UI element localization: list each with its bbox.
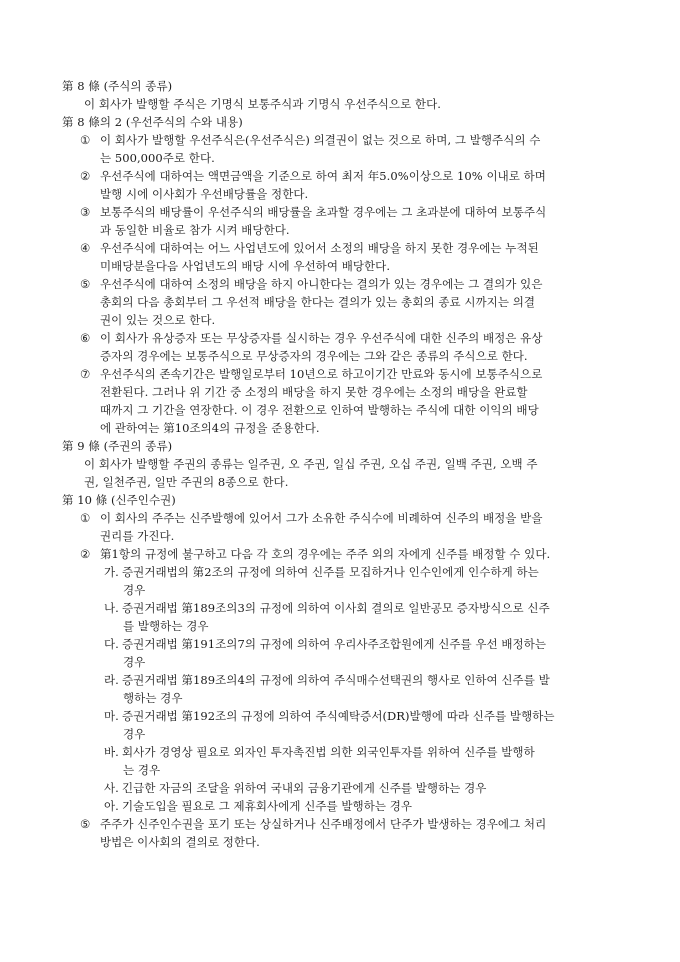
subitem-text: 증권거래법 第192조의 규정에 의하여 주식예탁증서(DR)발행에 따라 신주를 발행하는 [122, 709, 555, 723]
item-text-continuation: 권리를 가진다. [100, 529, 175, 543]
item-text: 우선주식에 대하여는 어느 사업년도에 있어서 소정의 배당을 하지 못한 경우에는 누적된 [100, 241, 539, 255]
article-10-subitem-sa [0, 780, 680, 797]
article-10-subitem-na [0, 600, 680, 617]
subitem-mark: 다. [104, 637, 119, 651]
item-text-continuation: 전환된다. 그러나 위 기간 중 소정의 배당을 하지 못한 경우에는 소정의 배당을 완료할 [100, 385, 528, 399]
subitem-mark: 나. [104, 601, 119, 615]
subitem-text: 증권거래법 第189조의4의 규정에 의하여 주식매수선택권의 행사로 인하여 신주를 발 [122, 673, 550, 687]
item-number-mark: ② [80, 169, 91, 183]
subitem-text: 증권거래법 第191조의7의 규정에 의하여 우리사주조합원에게 신주를 우선 배정하는 [122, 637, 547, 651]
subitem-mark: 라. [104, 673, 119, 687]
subitem-text: 긴급한 자금의 조달을 위하여 국내외 금융기관에게 신주를 발행하는 경우 [122, 781, 487, 795]
article-10-item-2 [0, 546, 680, 563]
article-10-subitem-a [0, 798, 680, 815]
item-text: 이 회사가 발행할 우선주식은(우선주식은) 의결권이 없는 것으로 하며, 그 발행주식의 수 [100, 133, 541, 147]
item-text: 우선주식에 대하여 소정의 배당을 하지 아니한다는 결의가 있는 경우에는 그 결의가 있은 [100, 277, 543, 291]
article-8-2-item-6 [0, 330, 680, 347]
article-10-subitem-ga [0, 564, 680, 581]
subitem-text-continuation: 경우 [123, 727, 146, 741]
article-10-subitem-ra [0, 672, 680, 689]
item-number-mark: ③ [80, 205, 91, 219]
item-text: 第1항의 규정에 불구하고 다음 각 호의 경우에는 주주 외의 자에게 신주를 배정할 수 있다. [100, 547, 551, 561]
article-9-heading: 第 9 條 (주권의 종류) [62, 439, 173, 453]
subitem-text-continuation: 행하는 경우 [123, 691, 183, 705]
subitem-text-continuation: 경우 [123, 655, 146, 669]
subitem-text-continuation: 경우 [123, 583, 146, 597]
item-number-mark: ① [80, 133, 91, 147]
article-10-item-1 [0, 510, 680, 527]
article-8-2-item-3 [0, 204, 680, 221]
subitem-text: 기술도입을 필요로 그 제휴회사에게 신주를 발행하는 경우 [122, 799, 413, 813]
article-10-heading: 第 10 條 (신주인수권) [62, 493, 176, 507]
subitem-text: 증권거래법 第189조의3의 규정에 의하여 이사회 결의로 일반공모 증자방식으로 신주 [122, 601, 550, 615]
article-10-subitem-ba [0, 744, 680, 761]
item-text: 보통주식의 배당률이 우선주식의 배당률을 초과할 경우에는 그 초과분에 대하여 보통주식 [100, 205, 547, 219]
item-text-continuation: 는 500,000주로 한다. [100, 151, 215, 165]
article-10-subitem-ma [0, 708, 680, 725]
item-text-continuation: 방법은 이사회의 결의로 정한다. [100, 835, 260, 849]
article-9-body-continuation: 권, 일천주권, 일만 주권의 8종으로 한다. [84, 475, 289, 489]
article-8-2-item-7 [0, 366, 680, 383]
subitem-text-continuation: 는 경우 [123, 763, 161, 777]
item-text: 우선주식의 존속기간은 발행일로부터 10년으로 하고이기간 만료와 동시에 보통주식으로 [100, 367, 543, 381]
subitem-text: 증권거래법의 第2조의 규정에 의하여 신주를 모집하거나 인수인에게 인수하게 하는 [122, 565, 539, 579]
item-number-mark: ⑤ [80, 817, 91, 831]
article-8-2-item-1 [0, 132, 680, 149]
item-number-mark: ⑦ [80, 367, 91, 381]
item-text-continuation: 총회의 다음 총회부터 그 우선적 배당을 한다는 결의가 있는 총회의 종료 시까지는 의결 [100, 295, 536, 309]
item-text-continuation: 미배당분을다음 사업년도의 배당 시에 우선하여 배당한다. [100, 259, 391, 273]
item-text: 우선주식에 대하여는 액면금액을 기준으로 하여 최저 年5.0%이상으로 10% 이내로 하며 [100, 169, 546, 183]
item-number-mark: ⑥ [80, 331, 91, 345]
item-text-continuation: 발행 시에 이사회가 우선배당률을 정한다. [100, 187, 309, 201]
item-text-continuation: 권이 있는 것으로 한다. [100, 313, 216, 327]
subitem-text: 회사가 경영상 필요로 외자인 투자촉진법 의한 외국인투자를 위하여 신주를 발행하 [122, 745, 535, 759]
item-text: 이 회사가 유상증자 또는 무상증자를 실시하는 경우 우선주식에 대한 신주의 배정은 유상 [100, 331, 543, 345]
article-8-2-item-2 [0, 168, 680, 185]
subitem-mark: 마. [104, 709, 119, 723]
subitem-mark: 가. [104, 565, 119, 579]
item-text-continuation: 과 동일한 비율로 참가 시켜 배당한다. [100, 223, 290, 237]
item-text: 주주가 신주인수권을 포기 또는 상실하거나 신주배정에서 단주가 발생하는 경우에그 처리 [100, 817, 547, 831]
item-text: 이 회사의 주주는 신주발행에 있어서 그가 소유한 주식수에 비례하여 신주의 배정을 받을 [100, 511, 543, 525]
item-text-continuation: 에 관하여는 第10조의4의 규정을 준용한다. [100, 421, 320, 435]
item-number-mark: ② [80, 547, 91, 561]
item-text-continuation: 때까지 그 기간을 연장한다. 이 경우 전환으로 인하여 발행하는 주식에 대한 이익의 배당 [100, 403, 539, 417]
article-10-subitem-da [0, 636, 680, 653]
article-8-2-item-5 [0, 276, 680, 293]
item-number-mark: ④ [80, 241, 91, 255]
subitem-text-continuation: 를 발행하는 경우 [123, 619, 209, 633]
subitem-mark: 바. [104, 745, 119, 759]
item-number-mark: ① [80, 511, 91, 525]
article-8-2-heading: 第 8 條의 2 (우선주식의 수와 내용) [62, 115, 243, 129]
article-9-body: 이 회사가 발행할 주권의 종류는 일주권, 오 주권, 일십 주권, 오십 주권, 일백 주권, 오백 주 [84, 457, 538, 471]
article-10-item-3 [0, 816, 680, 833]
item-number-mark: ⑤ [80, 277, 91, 291]
article-8-2-item-4 [0, 240, 680, 257]
subitem-mark: 아. [104, 799, 119, 813]
article-8-heading: 第 8 條 (주식의 종류) [62, 79, 173, 93]
subitem-mark: 사. [104, 781, 119, 795]
article-8-body: 이 회사가 발행할 주식은 기명식 보통주식과 기명식 우선주식으로 한다. [84, 97, 441, 111]
item-text-continuation: 증자의 경우에는 보통주식으로 무상증자의 경우에는 그와 같은 종류의 주식으로 한다. [100, 349, 528, 363]
